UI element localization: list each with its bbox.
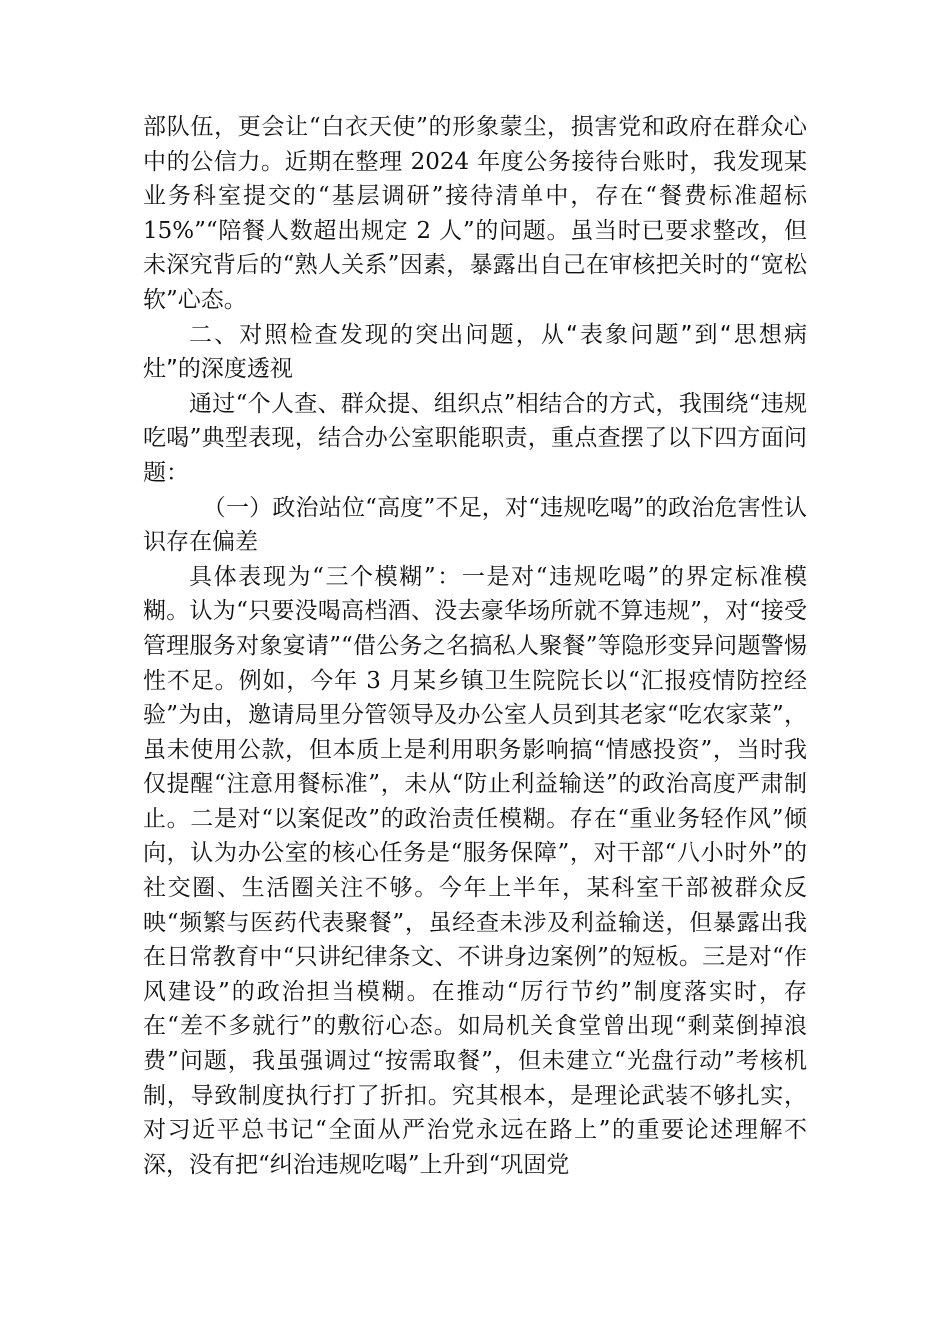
body-paragraph-intro: 通过“个人查、群众提、组织点”相结合的方式，我围绕“违规吃喝”典型表现，结合办公室职能职责，重点查摆了以下四方面问题： — [143, 390, 807, 486]
sub-heading: （一）政治站位“高度”不足，对“违规吃喝”的政治危害性认识存在偏差 — [143, 494, 807, 556]
body-paragraph-continued: 部队伍，更会让“白衣天使”的形象蒙尘，损害党和政府在群众心中的公信力。近期在整理 2024 年度公务接待台账时，我发现某业务科室提交的“基层调研”接待清单中，存在“餐费标准超标 15%”“陪餐人数超出规定 2 人”的问题。虽当时已要求整改，但未深究背后的“熟人关系”因素，暴露出自己在审核把关时的“宽松软”心态。 — [143, 114, 807, 313]
section-heading: 二、对照检查发现的突出问题，从“表象问题”到“思想病灶”的深度透视 — [143, 321, 807, 383]
document-body — [143, 110, 807, 1182]
body-paragraph-detail: 具体表现为“三个模糊”：一是对“违规吃喝”的界定标准模糊。认为“只要没喝高档酒、没去豪华场所就不算违规”，对“接受管理服务对象宴请”“借公务之名搞私人聚餐”等隐形变异问题警惕性不足。例如，今年 3 月某乡镇卫生院院长以“汇报疫情防控经验”为由，邀请局里分管领导及办公室人员到其老家“吃农家菜”，虽未使用公款，但本质上是利用职务影响搞“情感投资”，当时我仅提醒“注意用餐标准”，未从“防止利益输送”的政治高度严肃制止。二是对“以案促改”的政治责任模糊。存在“重业务轻作风”倾向，认为办公室的核心任务是“服务保障”，对干部“八小时外”的社交圈、生活圈关注不够。今年上半年，某科室干部被群众反映“频繁与医药代表聚餐”，虽经查未涉及利益输送，但暴露出我在日常教育中“只讲纪律条文、不讲身边案例”的短板。三是对“作风建设”的政治担当模糊。在推动“厉行节约”制度落实时，存在“差不多就行”的敷衍心态。如局机关食堂曾出现“剩菜倒掉浪费”问题，我虽强调过“按需取餐”，但未建立“光盘行动”考核机制，导致制度执行打了折扣。究其根本，是理论武装不够扎实，对习近平总书记“全面从严治党永远在路上”的重要论述理解不深，没有把“纠治违规吃喝”上升到“巩固党 — [143, 563, 807, 1178]
